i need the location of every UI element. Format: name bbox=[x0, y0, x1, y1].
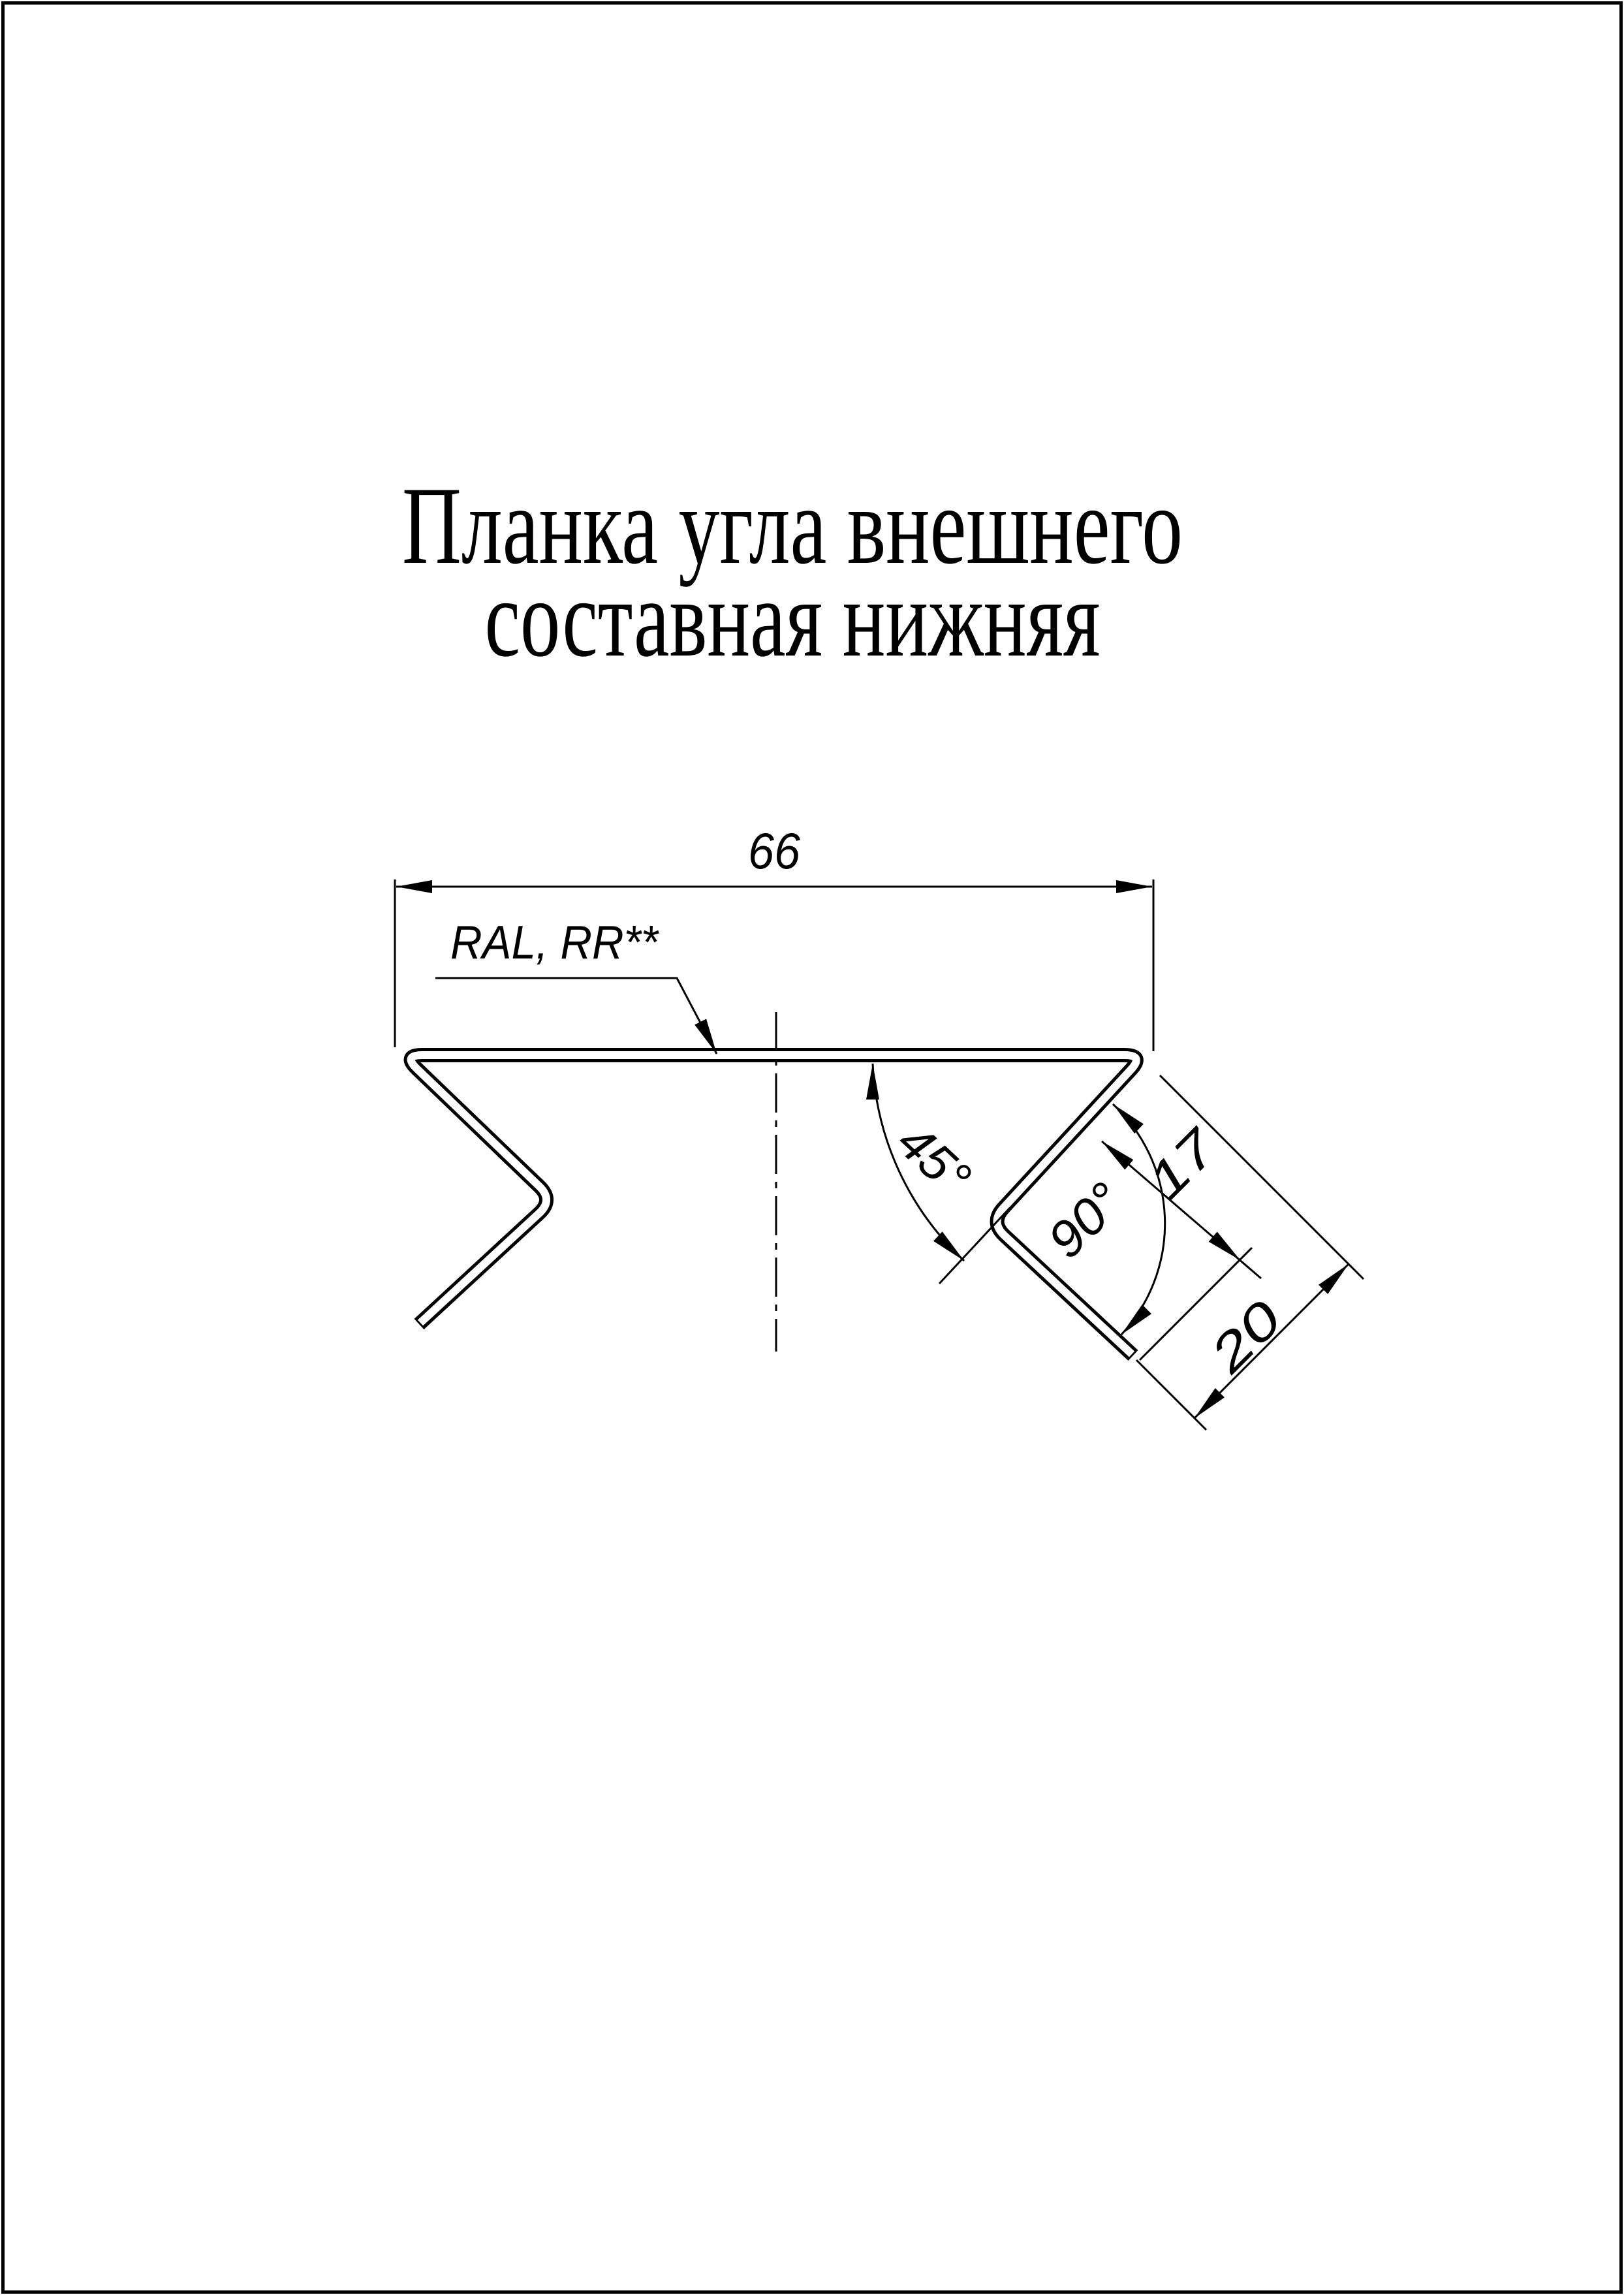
angle-90-value: 90° bbox=[1036, 1174, 1132, 1269]
angle-45-value: 45° bbox=[886, 1112, 982, 1207]
page-frame bbox=[3, 3, 1621, 2292]
drawing-title bbox=[402, 464, 1183, 680]
title-line-2: составная нижняя bbox=[484, 557, 1101, 680]
dimension-value-17: 17 bbox=[1136, 1129, 1217, 1211]
dimension-value-20: 20 bbox=[1198, 1302, 1280, 1384]
dimension-value-66: 66 bbox=[748, 822, 801, 879]
coating-label: RAL, RR** bbox=[450, 917, 659, 969]
title-line-1: Планка угла внешнего bbox=[402, 464, 1183, 587]
